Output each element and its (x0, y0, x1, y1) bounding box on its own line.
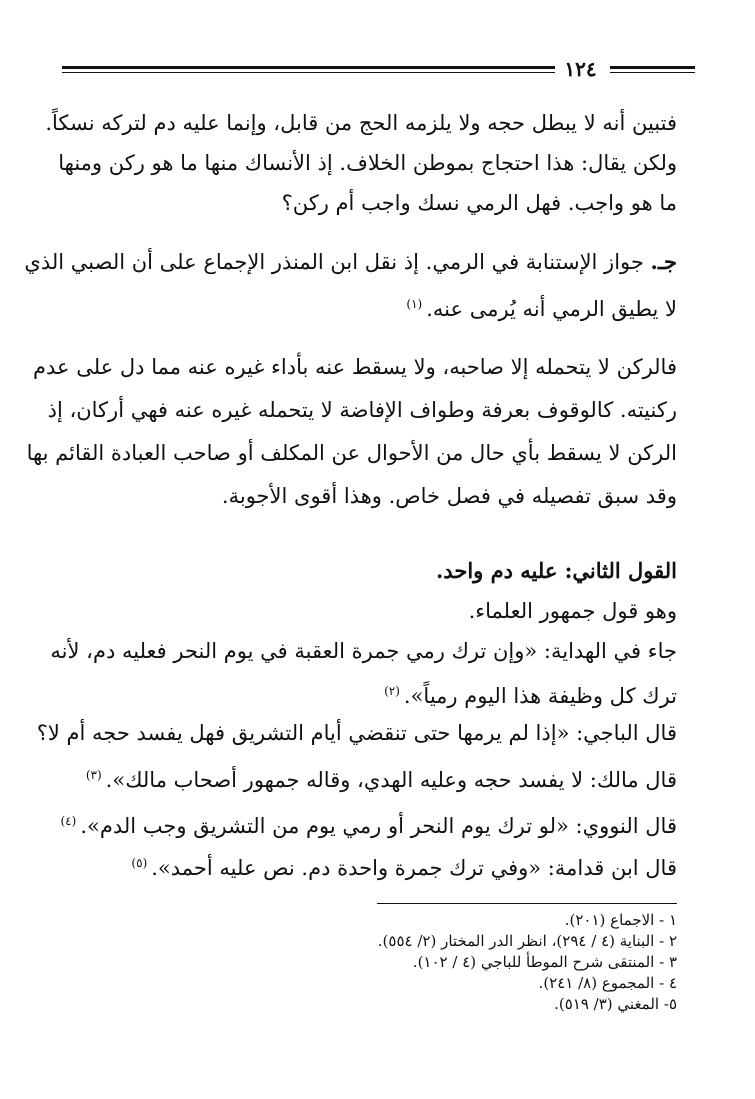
body-line: جاء في الهداية: «وإن ترك رمي جمرة العقبة في يوم النحر فعليه دم، لأنه (50, 639, 677, 663)
body-text: قال ابن قدامة: «وفي ترك جمرة واحدة دم. نص عليه أحمد». (151, 856, 677, 880)
body-line (62, 760, 677, 795)
footnote: ٣ - المنتقى شرح الموطأ للباجي (٤ / ١٠٢). (412, 953, 677, 971)
footnote: ٤ - المجموع (٨/ ٢٤١). (538, 974, 677, 992)
body-line (62, 806, 677, 841)
footnote-ref: (١) (406, 297, 423, 311)
body-line: ما هو واجب. فهل الرمي نسك واجب أم ركن؟ (281, 191, 677, 215)
footnote: ١ - الاجماع (٢٠١). (564, 911, 677, 929)
body-text: قال مالك: لا يفسد حجه وعليه الهدي، وقاله جمهور أصحاب مالك». (105, 768, 677, 792)
footnote: ٢ - البناية (٤ / ٢٩٤)، انظر الدر المختار (٢/ ٥٥٤). (377, 932, 677, 950)
body-line (24, 247, 677, 277)
body-text: ترك كل وظيفة هذا اليوم رمياً». (403, 684, 677, 708)
page-header (62, 57, 695, 81)
body-text: قال النووي: «لو ترك يوم النحر أو رمي يوم من التشريق وجب الدم». (80, 814, 677, 838)
header-rule-thin (62, 72, 555, 73)
header-rule-thin-right (610, 72, 695, 73)
body-line (62, 289, 677, 324)
body-line: قال الباجي: «إذا لم يرمها حتى تنقضي أيام التشريق فهل يفسد حجه أم لا؟ (36, 721, 677, 745)
header-rule-thick-right (610, 66, 695, 69)
footnote-ref: (٣) (85, 768, 102, 782)
section-marker: جـ. (650, 249, 677, 274)
body-line (62, 848, 677, 883)
footnote-ref: (٤) (60, 814, 77, 828)
body-text: جواز الإستنابة في الرمي. إذ نقل ابن المنذر الإجماع على أن الصبي الذي (24, 250, 651, 274)
body-line: ركنيته. كالوقوف بعرفة وطواف الإفاضة لا يتحمله غيره عنه فهي أركان، إذ (47, 398, 677, 422)
page-number: ١٢٤ (558, 57, 603, 81)
body-line: فالركن لا يتحمله إلا صاحبه، ولا يسقط عنه بأداء غيره عنه مما دل على عدم (33, 355, 677, 379)
body-line: وهو قول جمهور العلماء. (468, 599, 677, 623)
body-line: الركن لا يسقط بأي حال من الأحوال عن المكلف أو صاحب العبادة القائم بها (26, 441, 677, 465)
header-rule-thick (62, 66, 555, 69)
body-line (62, 676, 677, 711)
body-line: ولكن يقال: هذا احتجاج بموطن الخلاف. إذ الأنساك منها ما هو ركن ومنها (58, 151, 677, 175)
section-heading: القول الثاني: عليه دم واحد. (436, 558, 677, 583)
footnote-ref: (٢) (384, 684, 400, 698)
body-line: فتبين أنه لا يبطل حجه ولا يلزمه الحج من قابل، وإنما عليه دم لتركه نسكاً. (45, 111, 677, 135)
body-text: لا يطيق الرمي أنه يُرمى عنه. (426, 297, 677, 321)
footnote: ٥- المغني (٣/ ٥١٩). (554, 995, 677, 1013)
body-line: وقد سبق تفصيله في فصل خاص. وهذا أقوى الأجوبة. (221, 484, 677, 508)
footnote-ref: (٥) (131, 856, 148, 870)
footnote-divider (377, 903, 677, 904)
